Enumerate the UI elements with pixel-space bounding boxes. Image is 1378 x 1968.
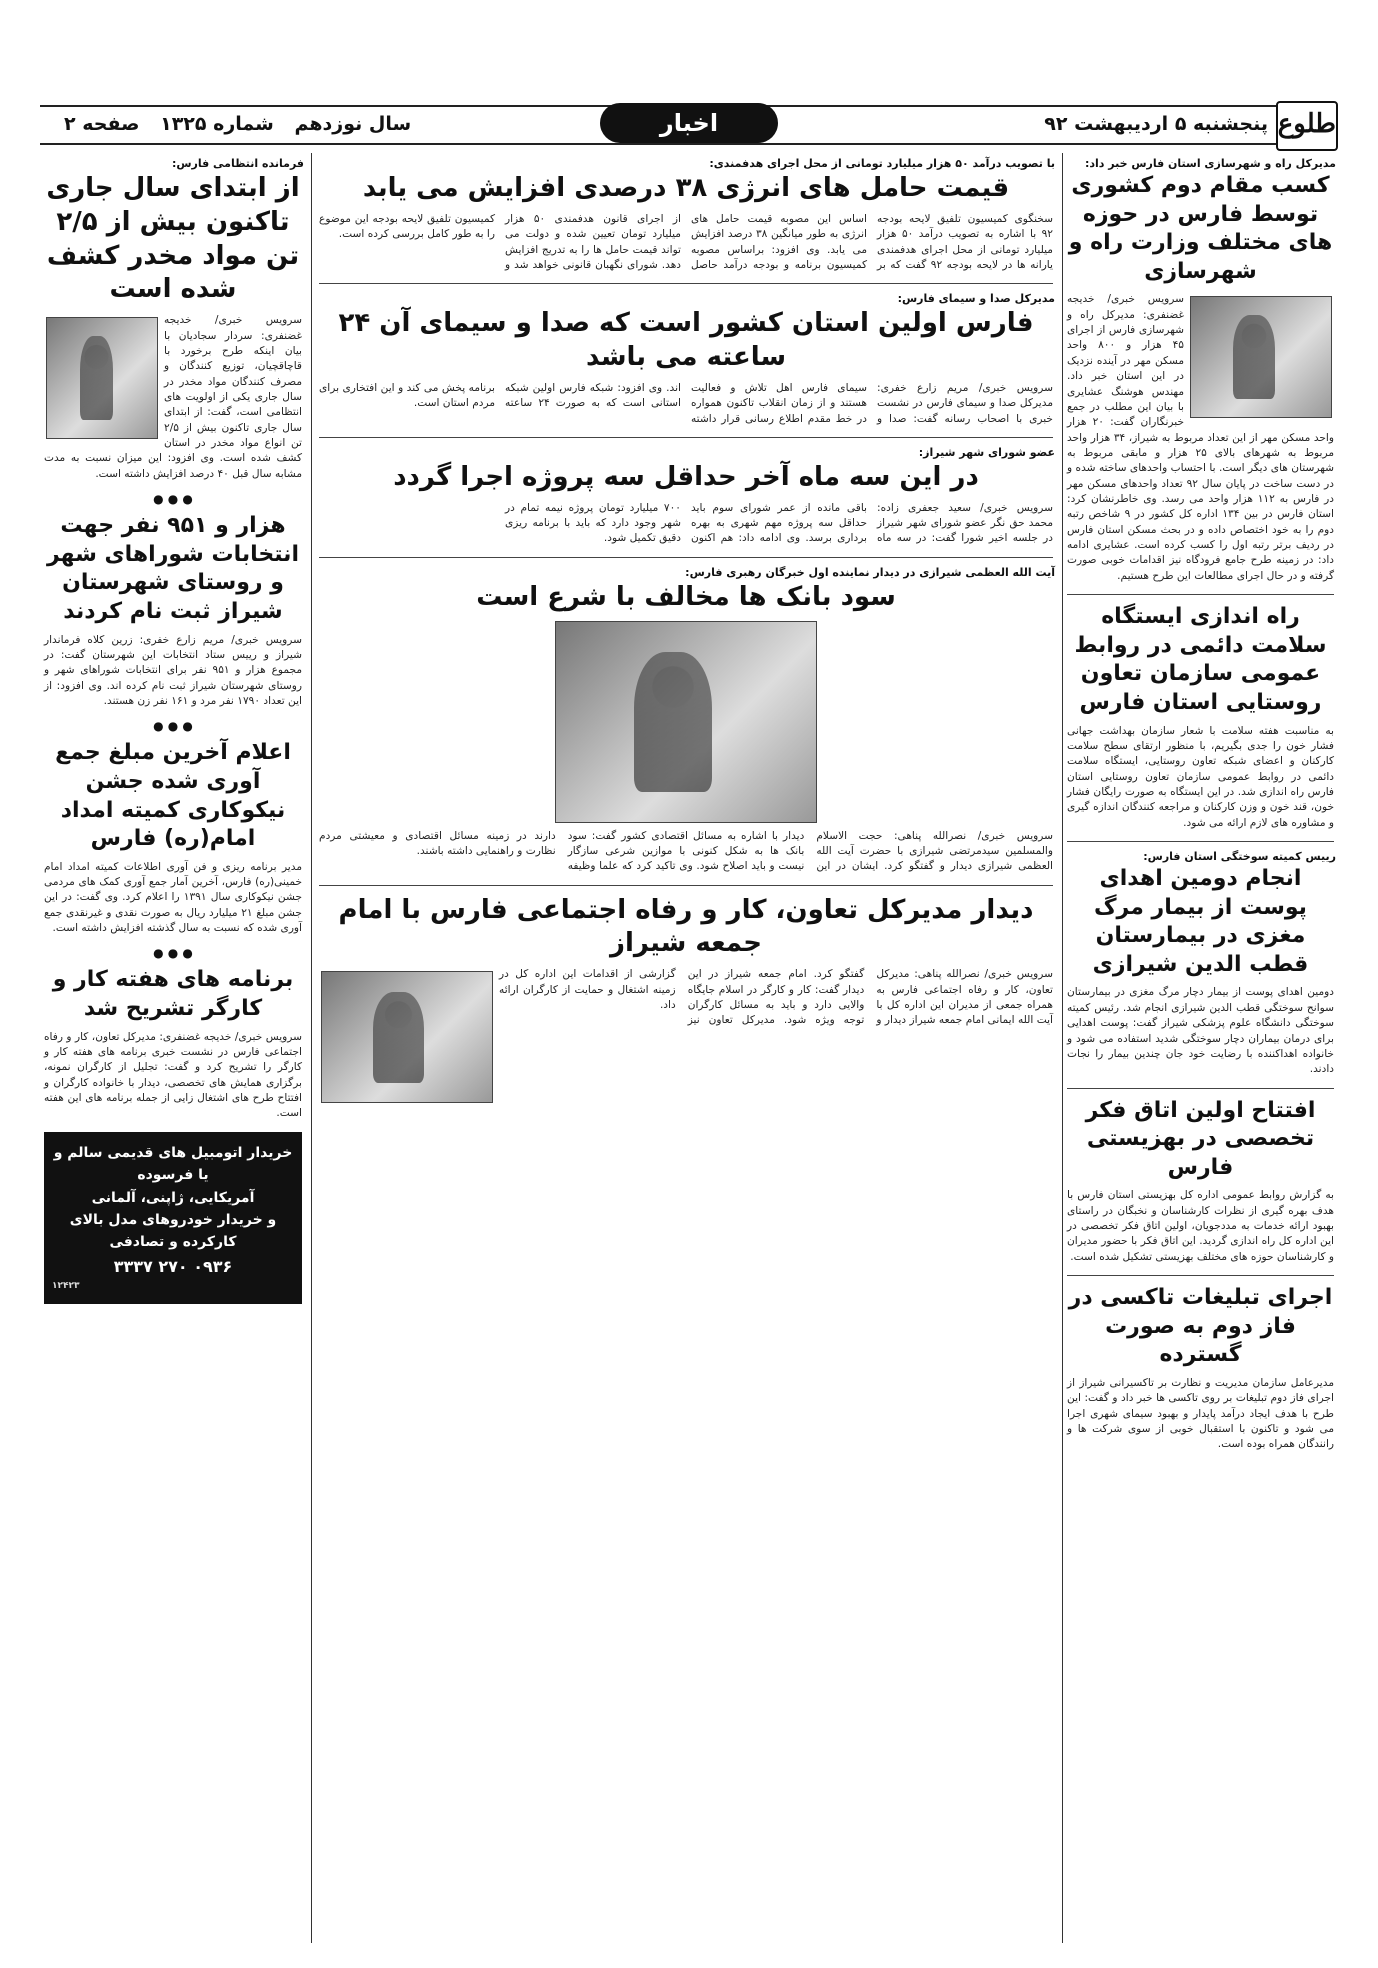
divider-ornament: ● ● ● [153,719,193,734]
article-charity [40,739,306,936]
article-body: سرویس خبری/ نصرالله پناهی: مدیرکل تعاون، کار و رفاه اجتماعی فارس به همراه جمعی از مدیران این اداره کل با آیت الله ایمانی امام جمعه شیراز دیدار و گفتگو کرد. امام جمعه شیراز در این دیدار گفت: کار و کارگر در اسلام جایگاه والایی دارد و باید به مسائل کارگران توجه ویژه شود. مدیرکل تعاون نیز گزارشی از اقدامات این اداره کل در زمینه اشتغال و حمایت از کارگران ارائه داد. [499,968,1053,1027]
article-headline: فارس اولین استان کشور است که صدا و سیمای آن ۲۴ ساعته می باشد [338,308,1034,373]
divider-ornament: ● ● ● [153,946,193,961]
middle-column [315,153,1057,1943]
article-body: سخنگوی کمیسیون تلفیق لایحه بودجه ۹۲ با اشاره به تصویب درآمد ۵۰ هزار میلیارد تومانی از محل اجرای هدفمندی یارانه ها در لایحه بودجه ۹۲ گفت که بر اساس این مصوبه قیمت حامل های انرژی به طور میانگین ۳۸ درصد افزایش می یابد. وی افزود: براساس مصوبه کمیسیون برنامه و بودجه درآمد حاصل از اجرای قانون هدفمندی ۵۰ هزار میلیارد تومان تعیین شده و دولت می تواند قیمت حامل ها را به تدریج افزایش دهد. شورای نگهبان قانونی خواهد شد و کمیسیون تلفیق لایحه بودجه این موضوع را به طور کامل بررسی کرده است. [319,212,1053,271]
divider [319,885,1053,886]
article-body: سرویس خبری/ مریم زارع خفری: مدیرکل صدا و سیمای فارس در نشست خبری با اصحاب رسانه گفت: صدا و سیمای فارس اهل تلاش و فعالیت هستند و از زمان انقلاب تاکنون همواره در خط مقدم اطلاع رسانی قرار داشته اند. وی افزود: شبکه فارس اولین شبکه استانی است که به صورت ۲۴ ساعته برنامه پخش می کند و این افتخاری برای مردم استان است. [319,381,1053,425]
article-energy-prices [315,157,1057,273]
article-body: به گزارش روابط عمومی اداره کل بهزیستی استان فارس با هدف بهره گیری از نظرات کارشناسان و نخبگان در راستای بهبود ارائه خدمات به مددجویان، اولین اتاق فکر تخصصی در این اداره کل راه اندازی گردید. این اتاق فکر با حضور مدیران و کارشناسان حوزه های مختلف بهزیستی تشکیل شده است. [1067,1189,1334,1263]
article-body: سرویس خبری/ نصرالله پناهی: حجت الاسلام والمسلمین سیدمرتضی شیرازی با حضرت آیت الله العظمی شیرازی دیدار و گفتگو کرد. ایشان در این دیدار با اشاره به مسائل اقتصادی کشور گفت: سود بانک ها به شکل کنونی با موازین شرعی سازگار نیست و باید اصلاح شود. وی تاکید کرد که علما وظیفه دارند در زمینه مسائل اقتصادی و معیشتی مردم نظارت و راهنمایی داشته باشند. [319,829,1053,873]
masthead [40,105,1338,145]
article-kicker: عضو شورای شهر شیراز: [918,445,1055,459]
article-kicker: مدیرکل راه و شهرسازی استان فارس خبر داد: [1084,157,1336,170]
ad-line: آمریکایی، ژاپنی، آلمانی [91,1189,255,1206]
article-labor-week [40,966,306,1121]
newspaper-logo: طلوع [1276,101,1338,151]
divider [1067,1275,1334,1276]
article-headline: اجرای تبلیغات تاکسی در فاز دوم به صورت گسترده [1068,1285,1333,1368]
article-body: سرویس خبری/ سعید جعفری زاده: محمد حق نگر عضو شورای شهر شیراز در جلسه اخیر شورا گفت: در سه ماه باقی مانده از عمر شورای سوم باید حداقل سه پروژه مهم شهری به بهره برداری برسد. وی ادامه داد: هم اکنون ۷۰۰ میلیارد تومان پروژه نیمه تمام در شهر وجود دارد که باید با برنامه ریزی دقیق تکمیل شود. [505,501,1053,545]
article-kicker: رییس کمیته سوختگی استان فارس: [1143,850,1336,864]
divider [319,437,1053,438]
article-body: مدیر برنامه ریزی و فن آوری اطلاعات کمیته امداد امام خمینی(ره) فارس، آخرین آمار جمع آوری کمک های مردمی جشن نیکوکاری سال ۱۳۹۱ را اعلام کرد. وی گفت: در این جشن مبلغ ۲۱ میلیارد ریال به صورت نقدی و غیرنقدی جمع آوری شده که نسبت به سال گذشته افزایش داشته است. [44,860,302,935]
issue-number: شماره ۱۳۲۵ [160,113,274,135]
column-rule [1062,153,1063,1943]
article-headline: در این سه ماه آخر حداقل سه پروژه اجرا گردد [393,461,979,492]
article-skin-donation [1063,850,1338,1078]
right-column [1063,153,1338,1943]
page-number: صفحه ۲ [64,113,140,135]
article-kicker: فرمانده انتظامی فارس: [171,157,304,170]
article-headline: هزار و ۹۵۱ نفر جهت انتخابات شوراهای شهر و روستای شهرستان شیراز ثبت نام کردند [46,513,299,624]
article-kicker: آیت الله العظمی شیرازی در دیدار نماینده اول خبرگان رهبری فارس: [685,565,1055,579]
article-body: دومین اهدای پوست از بیمار دچار مرگ مغزی در بیمارستان سوانح سوختگی قطب الدین شیرازی انجام شد. رئیس کمیته سوختگی دانشگاه علوم پزشکی شیراز گفت: پوست اهدایی برای درمان بیماران دچار سوختگی شدید استفاده می شود و خانواده اهداکننده با رضایت خود جان چندین بیمار را نجات دادند. [1067,986,1334,1076]
article-city-council [315,446,1057,547]
issue-info [50,113,411,135]
article-broadcasting [315,292,1057,427]
column-rule [311,153,312,1943]
article-kicker: مدیرکل صدا و سیمای فارس: [897,292,1055,306]
article-think-tank [1063,1097,1338,1266]
article-headline: قیمت حامل های انرژی ۳۸ درصدی افزایش می یابد [362,173,1010,203]
newspaper-page [40,95,1338,1945]
article-labor-meeting [315,894,1057,1029]
article-bank-interest [315,566,1057,875]
article-headline: کسب مقام دوم کشوری توسط فارس در حوزه های مختلف وزارت راه و شهرسازی [1068,173,1333,284]
left-column [40,153,306,1943]
section-title: اخبار [600,103,778,143]
divider [319,283,1053,284]
divider [1067,1088,1334,1089]
article-taxi-ads [1063,1284,1338,1453]
article-headline: دیدار مدیرکل تعاون، کار و رفاه اجتماعی فارس با امام جمعه شیراز [338,894,1034,959]
article-body: مدیرعامل سازمان مدیریت و نظارت بر تاکسیرانی شیراز از اجرای فاز دوم تبلیغات بر روی تاکسی ها خبر داد و گفت: این طرح با هدف ایجاد درآمد پایدار و بهبود سیمای شهری اجرا می شود و تاکنون با استقبال خوبی از سوی شرکت ها و رانندگان همراه بوده است. [1067,1376,1334,1451]
official-photo [1190,296,1332,418]
divider [1067,594,1334,595]
article-body: سرویس خبری/ مریم زارع خفری: زرین کلاه فرماندار شیراز و رییس ستاد انتخابات این شهرستان گفت: در مجموع هزار و ۹۵۱ نفر برای انتخابات شوراهای شهر و روستای شهرستان شیراز ثبت نام کرده اند. وی افزود: از این تعداد ۱۷۹۰ نفر مرد و ۱۶۱ نفر زن هستند. [44,633,302,707]
meeting-photo [555,621,817,823]
ad-line: و خریدار خودروهای مدل بالای کارکرده و تصادفی [69,1212,277,1251]
meeting-photo [321,971,493,1103]
article-road-ministry [1063,157,1338,584]
article-headline: از ابتدای سال جاری تاکنون بیش از ۲/۵ تن مواد مخدر کشف شده است [46,173,300,305]
article-headline: افتتاح اولین اتاق فکر تخصصی در بهزیستی فارس [1085,1097,1316,1180]
official-photo [46,317,158,439]
year-label: سال نوزدهم [294,113,412,135]
article-headline: اعلام آخرین مبلغ جمع آوری شده جشن نیکوکاری کمیته امداد امام(ره) فارس [55,740,291,852]
article-body: سرویس خبری/ خدیجه غضنفری: مدیرکل راه و شهرسازی فارس از اجرای ۴۵ هزار و ۸۰۰ واحد مسکن مهر در آینده نزدیک در این استان خبر داد. مهندس هوشنگ عشایری با بیان این مطلب در جمع خبرنگاران گفت: ۲۰ هزار واحد مسکن مهر از این تعداد مربوط به شیراز، ۳۴ هزار واحد مربوط به شهرهای بالای ۲۵ هزار و مابقی مربوط به شهرستان های دیگر است. با احتساب واحدهای ساخته شده و در دست ساخت در پایان سال ۹۲ تعداد واحدهای مسکن مهر در فارس به ۱۱۲ هزار واحد می رسد. وی خاطرنشان کرد: استان فارس در بین ۱۳۴ اداره کل کشور در ۹ شاخص رتبه دوم را به خود اختصاص داده و در بحث مسکن استان فارس در ردیف برتر رتبه اول را کسب کرده است. عشایری ادامه داد: در زمینه طرح جامع فرودگاه نیز اقدامات خوبی صورت گرفته و در حال اجرای مطالعات این طرح هستیم. [1067,293,1335,582]
article-headline: انجام دومین اهدای پوست از بیمار مرگ مغزی در بیمارستان قطب الدین شیرازی [1092,866,1309,977]
article-narcotics [40,157,306,482]
article-body: به مناسبت هفته سلامت با شعار سازمان بهداشت جهانی فشار خون را جدی بگیریم، با منظور ارتقای سطح سلامت کارکنان و اعضای شبکه تعاون روستایی، ایستگاه سلامت دائمی در روابط عمومی سازمان تعاون روستایی استان فارس راه اندازی شد. در این ایستگاه به صورت رایگان فشار خون، قند خون و وزن کارکنان و مراجعه کنندگان اندازه گیری و مشاوره های لازم ارائه می شود. [1067,724,1334,829]
article-council-elections [40,512,306,709]
ad-line: خریدار اتومبیل های قدیمی سالم و یا فرسوده [53,1144,293,1184]
article-headline: سود بانک ها مخالف با شرع است [476,581,896,612]
article-health-station [1063,603,1338,831]
article-body: سرویس خبری/ خدیجه غضنفری: سردار سجادیان با بیان اینکه طرح برخورد با قاچاقچیان، توزیع کنندگان و مصرف کنندگان مواد مخدر در سال جاری یکی از اولویت های انتظامی است، گفت: از ابتدای سال جاری تاکنون بیش از ۲/۵ تن انواع مواد مخدر در استان کشف شده است. وی افزود: این میزان نسبت به مدت مشابه سال قبل ۴۰ درصد افزایش داشته است. [44,314,302,480]
ad-code: ۱۲۴۲۳ [52,1281,80,1292]
article-kicker: با تصویب درآمد ۵۰ هزار میلیارد تومانی از محل اجرای هدفمندی: [709,157,1055,170]
article-headline: راه اندازی ایستگاه سلامت دائمی در روابط عمومی سازمان تعاون روستایی استان فارس [1074,604,1327,715]
divider-ornament: ● ● ● [153,492,193,507]
divider [319,557,1053,558]
article-body: سرویس خبری/ خدیجه غضنفری: مدیرکل تعاون، کار و رفاه اجتماعی فارس در نشست خبری برنامه های هفته کار و کارگر را تشریح کرد و گفت: تجلیل از کارگران نمونه، برگزاری همایش های تخصصی، دیدار با خانواده کارگران و افتتاح طرح های اشتغال زایی از جمله برنامه های این هفته است. [44,1030,302,1120]
classified-ad [44,1132,302,1304]
article-headline: برنامه های هفته کار و کارگر تشریح شد [52,967,294,1022]
issue-date: پنجشنبه ۵ اردیبهشت ۹۲ [1044,113,1268,135]
ad-phone: ۰۹۳۶ ۲۷۰ ۳۳۳۷ [113,1256,233,1276]
divider [1067,841,1334,842]
